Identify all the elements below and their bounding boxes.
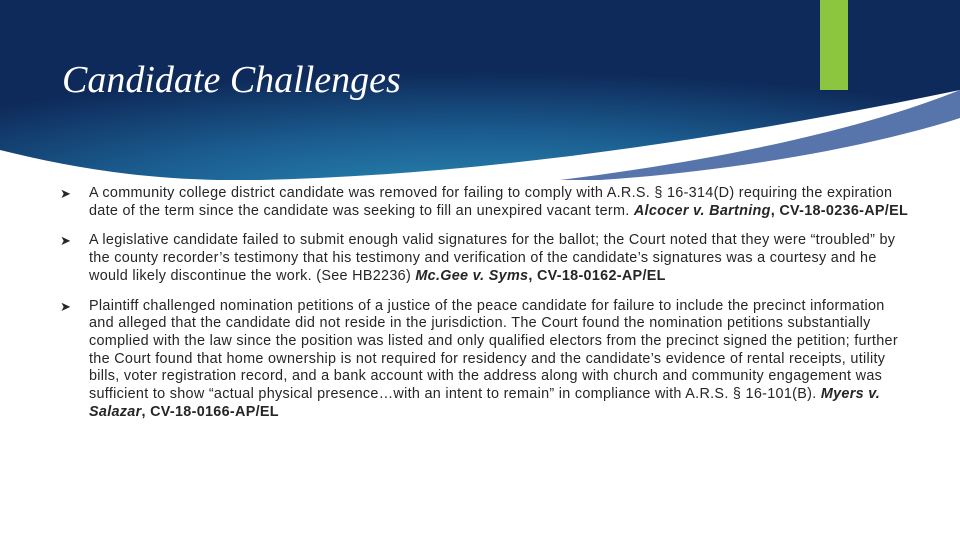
bullet-item <box>60 232 912 285</box>
bullet-list <box>60 185 912 433</box>
arrowhead-bullet-icon: ➤ <box>60 298 72 314</box>
arrowhead-bullet-icon: ➤ <box>60 186 72 201</box>
bullet-item <box>60 185 912 220</box>
bullet-item <box>60 298 912 422</box>
bullet-text: Plaintiff challenged nomination petitions of a justice of the peace candidate for failure to include the precinct information and alleged that the candidate did not reside in the jurisdiction. The Court found the nomination petitions substantially complied with the law since the position was listed and only qualified electors from the precinct signed the petition; further the Court found that home ownership is not required for residency and the candidate’s evidence of rental receipts, utility bills, voter registration record, and a bank account with the address along with church and community engagement was sufficient to show “actual physical presence…with an intent to remain” in compliance with A.R.S. § 16-101(B). <box>89 297 898 403</box>
case-number: , CV-18-0166-AP/EL <box>141 403 279 420</box>
case-number: , CV-18-0236-AP/EL <box>770 202 909 219</box>
case-number: , CV-18-0162-AP/EL <box>528 267 666 284</box>
case-name: Myers v. Salazar <box>89 386 881 420</box>
case-name: Alcocer v. Bartning <box>633 202 771 219</box>
slide-title: Candidate Challenges <box>62 59 401 101</box>
bullet-text: A legislative candidate failed to submit enough valid signatures for the ballot; the Court noted that they were “troubled” by the county recorder’s testimony that his testimony and verification of the candidate’s signatures was a courtesy and he would likely discontinue the work. (See HB2236) <box>89 232 896 284</box>
accent-bar <box>820 0 848 90</box>
bullet-text: A community college district candidate was removed for failing to comply with A.R.S. § 16-314(D) requiring the expiration date of the term since the candidate was seeking to fill an unexpired vacant term. <box>89 185 893 219</box>
case-name: Mc.Gee v. Syms <box>415 267 529 284</box>
arrowhead-bullet-icon: ➤ <box>60 233 72 249</box>
